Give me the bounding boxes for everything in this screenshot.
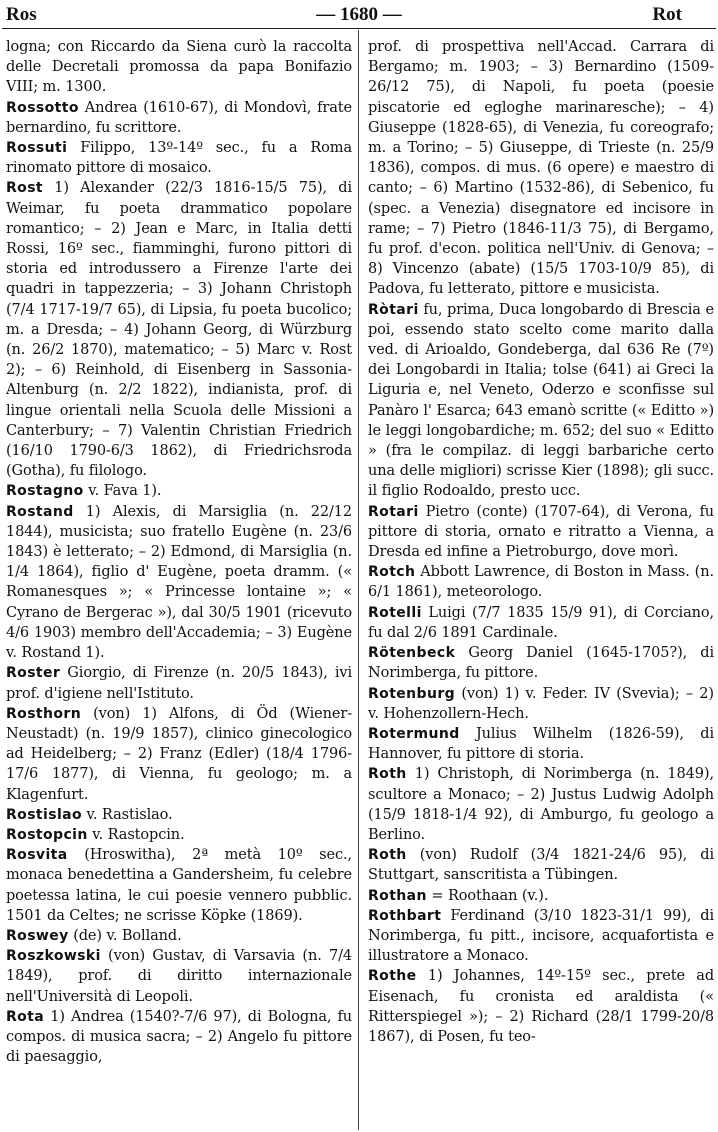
headword: Rosthorn (6, 705, 82, 722)
headword: Rostopcin (6, 826, 88, 843)
dictionary-entry: Rothe 1) Johannes, 14º-15º sec., prete ad Eisenach, fu cronista ed araldista (« Ritterspiegel »); – 2) Richard (28/1 1799-20/8 1867), di Posen, fu teo- (368, 968, 714, 1045)
dictionary-entry: Rota 1) Andrea (1540?-7/6 97), di Bologna, fu compos. di musica sacra; – 2) Angelo fu pittore di paesaggio, (6, 1008, 352, 1066)
dictionary-entry: Rothbart Ferdinand (3/10 1823-31/1 99), di Norimberga, fu pitt., incisore, acquafortista e illustratore a Monaco. (368, 907, 714, 965)
headword: Rotari (368, 503, 419, 520)
dictionary-entry: Rossotto Andrea (1610-67), di Mondovì, frate bernardino, fu scrittore. (6, 99, 352, 136)
entry-continuation: prof. di prospettiva nell'Accad. Carrara di Bergamo; m. 1903; – 3) Bernardino (1509-26/12 75), di Napoli, fu poeta (poesie piscatorie ed egloghe marinaresche); – 4) Giuseppe (1828-65), di Venezia, fu coreografo; m. a Torino; – 5) Giuseppe, di Trieste (n. 25/9 1836), compos. di mus. (6 opere) e maestro di canto; – 6) Martino (1532-86), di Sebenico, fu (spec. a Venezia) disegnatore ed incisore in rame; – 7) Pietro (1846-11/3 75), di Bergamo, fu prof. d'econ. politica nell'Univ. di Genova; – 8) Vincenzo (abate) (15/5 1703-10/9 85), di Padova, fu letterato, pittore e musicista. (368, 39, 714, 298)
dictionary-entry: Rostopcin v. Rastopcin. (6, 826, 185, 843)
headword: Rosvita (6, 847, 68, 864)
dictionary-entry: Roszkowski (von) Gustav, di Varsavia (n. 7/4 1849), prof. di diritto internazionale nell'Università di Leopoli. (6, 948, 352, 1005)
header-right-guideword: Rot (652, 4, 682, 25)
dictionary-entry: Rostand 1) Alexis, di Marsiglia (n. 22/12 1844), musicista; suo fratello Eugène (n. 23/6 1843) è letterato; – 2) Edmond, di Marsiglia (n. 1/4 1864), figlio d' Eugène, poeta dramm. (« Romanesques »; « Princesse lontaine »; « Cyrano de Bergerac »), dal 30/5 1901 (ricevuto 4/6 1903) membro dell'Accademia; – 3) Eugène v. Rostand 1). (6, 503, 352, 662)
header-left-guideword: Ros (6, 4, 37, 25)
dictionary-entry: Rostagno v. Fava 1). (6, 483, 162, 500)
dictionary-entry: Rost 1) Alexander (22/3 1816-15/5 75), di Weimar, fu poeta drammatico popolare romantico; – 2) Jean e Marc, in Italia detti Rossi, 16º sec., fiamminghi, furono pittori di storia ed introdussero a Firenze l'arte dei quadri in tappezzeria; – 3) Johann Christoph (7/4 1717-19/7 65), di Lipsia, fu poeta bucolico; m. a Dresda; – 4) Johann Georg, di Würzburg (n. 26/2 1870), matematico; – 5) Marc v. Rost 2); – 6) Reinhold, di Eisenberg in Sassonia-Altenburg (n. 2/2 1822), indianista, prof. di lingue orientali nella Scuola delle Missioni a Canterbury; – 7) Valentin Christian Friedrich (16/10 1790-6/3 1862), di Friedrichsroda (Gotha), fu filologo. (6, 180, 352, 480)
headword: Rothe (368, 968, 417, 985)
page-number: — 1680 — (316, 4, 402, 25)
entry-continuation: logna; con Riccardo da Siena curò la raccolta delle Decretali promossa da papa Bonifazio VIII; m. 1300. (6, 39, 352, 96)
dictionary-entry: Rotenburg (von) 1) v. Feder. IV (Svevia); – 2) v. Hohenzollern-Hech. (368, 685, 714, 722)
headword: Roth (368, 766, 407, 783)
headword: Roster (6, 665, 61, 682)
dictionary-entry: Rosthorn (von) 1) Alfons, di Öd (Wiener-Neustadt) (n. 19/9 1857), clinico ginecologico ad Heidelberg; – 2) Franz (Edler) (18/4 1796-17/6 1877), di Vienna, fu geologo; m. a Klagenfurt. (6, 705, 352, 803)
headword: Rostand (6, 503, 74, 520)
headword: Rotch (368, 564, 416, 581)
dictionary-entry: Rostislao v. Rastislao. (6, 806, 173, 823)
headword: Rothan (368, 887, 427, 904)
dictionary-entry: Rötenbeck Georg Daniel (1645-1705?), di Norimberga, fu pittore. (368, 645, 714, 682)
headword: Roswey (6, 927, 69, 944)
dictionary-entry: Rotermund Julius Wilhelm (1826-59), di Hannover, fu pittore di storia. (368, 725, 714, 763)
headword: Roszkowski (6, 948, 101, 965)
dictionary-entry: Rossuti Filippo, 13º-14º sec., fu a Roma rinomato pittore di mosaico. (6, 140, 352, 177)
page-header (0, 2, 718, 30)
dictionary-entry: Rothan = Roothaan (v.). (368, 887, 549, 904)
headword: Ròtari (368, 301, 419, 318)
headword: Rostagno (6, 483, 84, 500)
headword: Rossuti (6, 140, 68, 157)
headword: Rotermund (368, 725, 460, 742)
dictionary-entry: Rotch Abbott Lawrence, di Boston in Mass. (n. 6/1 1861), meteorologo. (368, 564, 714, 601)
dictionary-entry: Roster Giorgio, di Firenze (n. 20/5 1843), ivi prof. d'igiene nell'Istituto. (6, 665, 352, 702)
dictionary-entry: Rosvita (Hroswitha), 2ª metà 10º sec., monaca benedettina a Gandersheim, fu celebre poetessa latina, le cui poesie vennero pubblic. 1501 da Celtes; ne scrisse Köpke (1869). (6, 847, 352, 924)
headword: Rost (6, 180, 44, 197)
headword: Rotenburg (368, 685, 456, 702)
header-rule (2, 28, 716, 29)
dictionary-entry: Rotelli Luigi (7/7 1835 15/9 91), di Corciano, fu dal 2/6 1891 Cardinale. (368, 604, 714, 641)
headword: Rota (6, 1008, 45, 1025)
right-column (368, 37, 714, 1047)
left-column (6, 37, 352, 1067)
headword: Rossotto (6, 99, 79, 116)
dictionary-entry: Rotari Pietro (conte) (1707-64), di Verona, fu pittore di storia, ornato e ritratto a Vienna, a Dresda ed infine a Pietroburgo, dove morì. (368, 503, 714, 561)
dictionary-entry: Roth 1) Christoph, di Norimberga (n. 1849), scultore a Monaco; – 2) Justus Ludwig Adolph (15/9 1818-1/4 92), di Amburgo, fu geologo a Berlino. (368, 766, 714, 843)
column-divider (358, 30, 359, 1130)
headword: Rostislao (6, 806, 83, 823)
headword: Rötenbeck (368, 645, 456, 662)
headword: Rotelli (368, 604, 422, 621)
headword: Rothbart (368, 907, 442, 924)
headword: Roth (368, 847, 407, 864)
dictionary-entry: Ròtari fu, prima, Duca longobardo di Brescia e poi, essendo stato scelto come marito dalla ved. di Arioaldo, Gondeberga, dal 636 Re (7º) dei Longobardi in Italia; tolse (641) ai Greci la Liguria e, nel Veneto, Oderzo e sconfisse sul Panàro l' Esarca; 643 emanò scritte (« Editto ») le leggi longobardiche; m. 652; del suo « Editto » (fra le compilaz. di leggi barbariche certo una delle migliori) scrisse Kier (1898); gli succ. il figlio Rodoaldo, presto ucc. (368, 301, 714, 500)
dictionary-entry: Roth (von) Rudolf (3/4 1821-24/6 95), di Stuttgart, sanscritista a Tübingen. (368, 847, 714, 884)
dictionary-entry: Roswey (de) v. Bolland. (6, 927, 182, 944)
